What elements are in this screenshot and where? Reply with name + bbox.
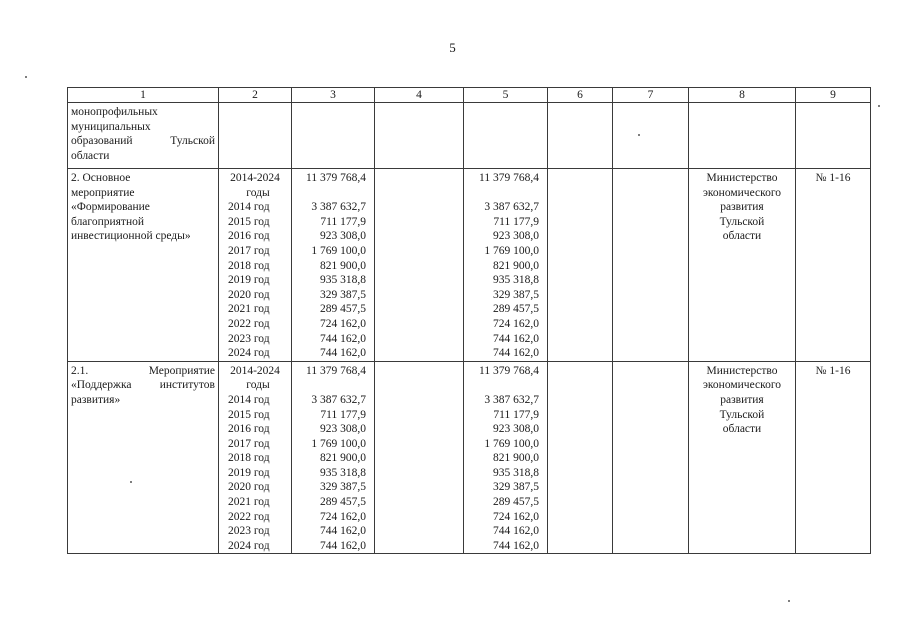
amount-value: 821 900,0	[320, 452, 366, 465]
page-number: 5	[449, 40, 456, 55]
year-label: 2014 год	[228, 393, 270, 406]
year-label: 2018 год	[228, 452, 270, 465]
year-label: 2021 год	[228, 496, 270, 509]
year-label: 2024 год	[228, 539, 270, 552]
amount-value: 724 162,0	[493, 510, 539, 523]
period-range: годы	[246, 379, 270, 392]
year-label: 2015 год	[228, 408, 270, 421]
amount-value: 744 162,0	[493, 539, 539, 552]
scan-speck	[878, 105, 880, 107]
year-label: 2019 год	[228, 274, 270, 287]
indicator-ref: № 1-16	[815, 364, 851, 377]
activity-text-word: институтов	[159, 379, 215, 392]
col7-cell	[613, 103, 689, 169]
period-range: годы	[246, 186, 270, 199]
year-label: 2022 год	[228, 510, 270, 523]
activity-text-line	[71, 364, 215, 379]
amount-value: 923 308,0	[320, 230, 366, 243]
indicator-cell	[796, 169, 871, 362]
period-cell	[219, 169, 292, 362]
amount-value: 744 162,0	[320, 525, 366, 538]
responsible-line: Тульской	[719, 215, 765, 228]
responsible-line: развития	[720, 201, 764, 214]
amount-value: 744 162,0	[493, 525, 539, 538]
responsible-line: области	[722, 423, 762, 436]
activity-text-line: мероприятие	[71, 186, 135, 199]
table-row	[68, 169, 871, 362]
activity-cell	[68, 103, 219, 169]
year-label: 2022 год	[228, 317, 270, 330]
amount-value: 935 318,8	[320, 274, 366, 287]
amount-value	[467, 186, 539, 201]
responsible-line: Тульской	[719, 408, 765, 421]
year-label: 2014 год	[228, 201, 270, 214]
amount-value: 329 387,5	[493, 481, 539, 494]
amount-value: 821 900,0	[320, 259, 366, 272]
responsible-line: области	[722, 230, 762, 243]
activity-text-word: «Поддержка	[71, 379, 132, 392]
amount-value: 3 387 632,7	[484, 393, 539, 406]
amount-value: 289 457,5	[320, 303, 366, 316]
responsible-cell	[689, 169, 796, 362]
scan-speck	[130, 481, 132, 483]
amount-value	[295, 186, 366, 201]
table-header-row	[68, 88, 871, 103]
amount-value: 1 769 100,0	[484, 244, 539, 257]
activity-text-line: муниципальных	[71, 120, 151, 133]
amount-value: 1 769 100,0	[311, 437, 366, 450]
scan-speck	[788, 600, 790, 602]
header-cell: 7	[613, 88, 689, 103]
activity-text-line: монопрофильных	[71, 106, 158, 118]
amount-value: 289 457,5	[320, 496, 366, 509]
amount-value: 289 457,5	[493, 496, 539, 509]
activity-text-line: «Формирование	[71, 201, 150, 214]
responsible-line: развития	[720, 393, 764, 406]
amount-value: 329 387,5	[320, 288, 366, 301]
period-cell	[219, 103, 292, 169]
amount-value: 3 387 632,7	[311, 393, 366, 406]
year-label: 2015 год	[228, 215, 270, 228]
year-label: 2017 год	[228, 244, 270, 257]
header-cell: 9	[796, 88, 871, 103]
year-label: 2023 год	[228, 525, 270, 538]
activity-text-word: 2.1.	[71, 364, 89, 377]
amount-value: 935 318,8	[320, 466, 366, 479]
amount-value: 3 387 632,7	[484, 201, 539, 214]
col6-cell	[548, 103, 613, 169]
amount-value: 744 162,0	[493, 332, 539, 345]
header-cell: 3	[292, 88, 375, 103]
header-cell: 2	[219, 88, 292, 103]
activity-text-word: Тульской	[170, 135, 215, 148]
col5-cell	[464, 169, 548, 362]
amount-value: 821 900,0	[493, 452, 539, 465]
responsible-line: Министерство	[706, 172, 778, 184]
amount-value: 711 177,9	[320, 215, 366, 228]
amount-value: 821 900,0	[493, 259, 539, 272]
program-table	[67, 87, 871, 554]
col4-cell	[375, 103, 464, 169]
header-cell: 1	[68, 88, 219, 103]
amount-value: 289 457,5	[493, 303, 539, 316]
amount-value	[467, 378, 539, 393]
header-cell: 8	[689, 88, 796, 103]
header-cell: 5	[464, 88, 548, 103]
col5-cell	[464, 361, 548, 554]
amount-value	[295, 378, 366, 393]
year-label: 2016 год	[228, 423, 270, 436]
indicator-cell	[796, 103, 871, 169]
header-cell: 6	[548, 88, 613, 103]
period-range: 2014-2024	[230, 364, 280, 377]
scan-speck	[25, 76, 27, 78]
amount-value: 724 162,0	[320, 510, 366, 523]
year-label: 2021 год	[228, 303, 270, 316]
amount-value: 935 318,8	[493, 274, 539, 287]
amount-value: 935 318,8	[493, 466, 539, 479]
year-label: 2020 год	[228, 288, 270, 301]
year-label: 2019 год	[228, 466, 270, 479]
year-label: 2016 год	[228, 230, 270, 243]
responsible-cell	[689, 103, 796, 169]
period-cell	[219, 361, 292, 554]
activity-text-word: Мероприятие	[148, 364, 215, 377]
col4-cell	[375, 169, 464, 362]
col5-cell	[464, 103, 548, 169]
amount-value: 724 162,0	[320, 317, 366, 330]
activity-text-line: инвестиционной среды»	[71, 230, 191, 243]
amount-value: 329 387,5	[320, 481, 366, 494]
indicator-ref: № 1-16	[815, 172, 851, 184]
amount-value: 923 308,0	[493, 230, 539, 243]
responsible-line: экономического	[702, 379, 782, 392]
year-label: 2020 год	[228, 481, 270, 494]
amount-value: 923 308,0	[493, 423, 539, 436]
amount-value: 711 177,9	[493, 215, 539, 228]
col6-cell	[548, 169, 613, 362]
activity-cell	[68, 361, 219, 554]
indicator-cell	[796, 361, 871, 554]
responsible-line: экономического	[702, 186, 782, 199]
amount-value: 1 769 100,0	[484, 437, 539, 450]
amount-value: 711 177,9	[320, 408, 366, 421]
year-label: 2023 год	[228, 332, 270, 345]
col6-cell	[548, 361, 613, 554]
scan-speck	[638, 134, 640, 136]
activity-text-line: 2. Основное	[71, 172, 131, 184]
amount-value: 1 769 100,0	[311, 244, 366, 257]
amount-value: 3 387 632,7	[311, 201, 366, 214]
table-row	[68, 103, 871, 169]
amount-value: 744 162,0	[493, 347, 539, 360]
amount-value: 724 162,0	[493, 317, 539, 330]
period-range: 2014-2024	[230, 172, 280, 184]
activity-text-word: образований	[71, 135, 133, 148]
year-label: 2018 год	[228, 259, 270, 272]
amount-value: 744 162,0	[320, 539, 366, 552]
year-label: 2017 год	[228, 437, 270, 450]
amount-value: 744 162,0	[320, 347, 366, 360]
col4-cell	[375, 361, 464, 554]
activity-text-line	[71, 134, 215, 149]
table-row	[68, 361, 871, 554]
amount-value: 11 379 768,4	[306, 364, 366, 377]
year-label: 2024 год	[228, 347, 270, 360]
activity-cell	[68, 169, 219, 362]
total-cell	[292, 169, 375, 362]
total-cell	[292, 103, 375, 169]
amount-value: 329 387,5	[493, 288, 539, 301]
header-cell: 4	[375, 88, 464, 103]
responsible-line: Министерство	[706, 364, 778, 377]
activity-text-line: благоприятной	[71, 215, 145, 228]
activity-text-line	[71, 378, 215, 393]
col7-cell	[613, 169, 689, 362]
amount-value: 11 379 768,4	[306, 172, 366, 184]
amount-value: 11 379 768,4	[479, 172, 539, 184]
total-cell	[292, 361, 375, 554]
amount-value: 923 308,0	[320, 423, 366, 436]
amount-value: 11 379 768,4	[479, 364, 539, 377]
col7-cell	[613, 361, 689, 554]
responsible-cell	[689, 361, 796, 554]
activity-text-line: области	[71, 149, 110, 162]
activity-text-line: развития»	[71, 393, 121, 406]
amount-value: 744 162,0	[320, 332, 366, 345]
amount-value: 711 177,9	[493, 408, 539, 421]
